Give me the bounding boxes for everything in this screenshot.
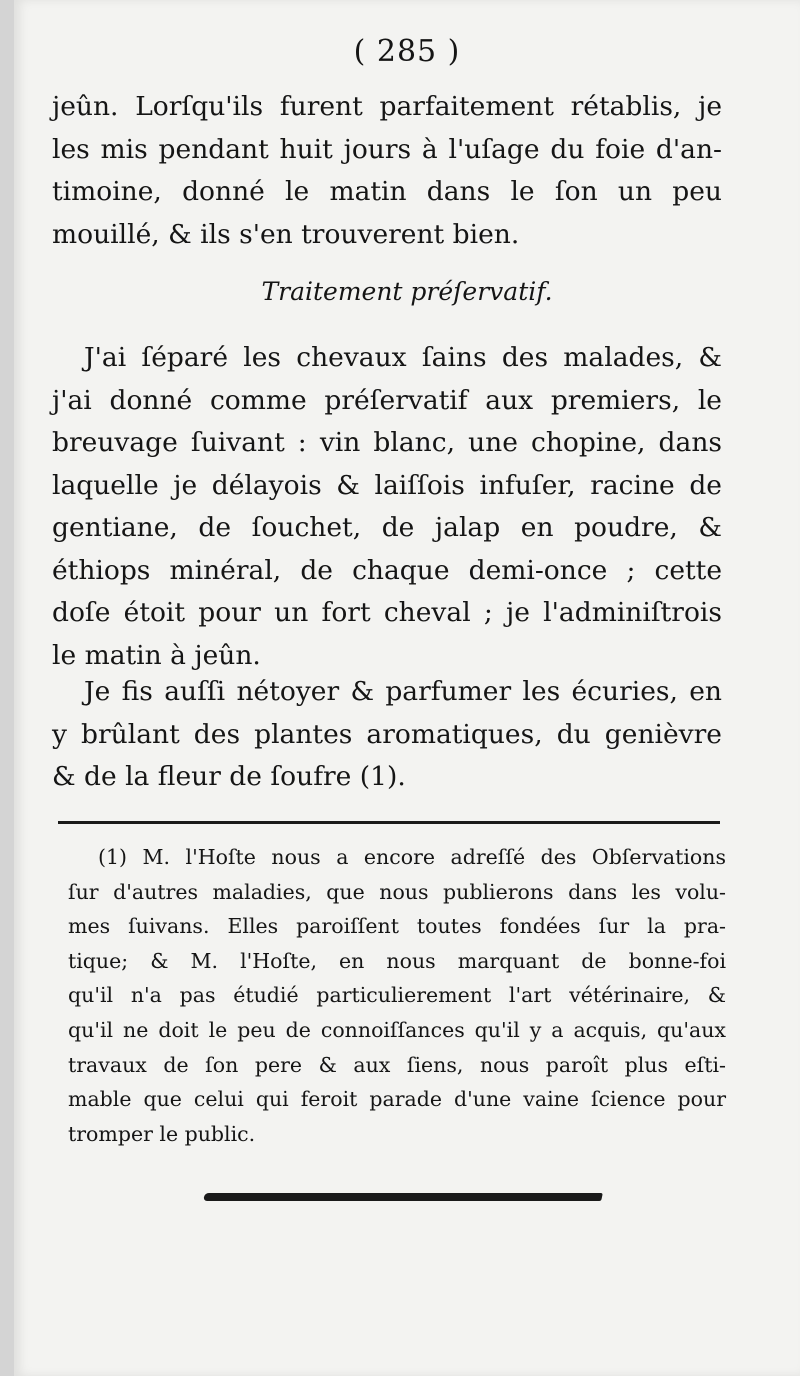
text-line: y brûlant des plantes aromatiques, du genièvre xyxy=(52,718,722,750)
text-line: J'ai ſéparé les chevaux ſains des malades, & xyxy=(84,342,722,373)
text-line: & de la fleur de ſoufre (1). xyxy=(52,761,406,792)
text-line: doſe étoit pour un fort cheval ; je l'adminiſtrois xyxy=(52,597,722,628)
text-line: laquelle je délayois & laiſſois infuſer, racine de xyxy=(52,469,722,501)
text-line: jeûn. Lorſqu'ils furent parfaitement rétablis, je xyxy=(52,91,722,122)
text-line: j'ai donné comme préſervatif aux premiers, le xyxy=(52,384,722,416)
paragraph-preventive-treatment xyxy=(52,337,722,677)
footnote-line: ſur d'autres maladies, que nous publierons dans les volu- xyxy=(68,879,726,904)
page-number: ( 285 ) xyxy=(353,34,461,69)
footnote-line: tique; & M. l'Hoſte, en nous marquant de bonne-foi xyxy=(68,948,726,973)
text-line: breuvage ſuivant : vin blanc, une chopine, dans xyxy=(52,427,722,458)
footnote-divider xyxy=(58,821,720,824)
text-line: les mis pendant huit jours à l'uſage du foie d'an- xyxy=(52,133,722,165)
text-line: le matin à jeûn. xyxy=(52,639,261,671)
footnote xyxy=(68,840,726,1151)
footnote-line: travaux de ſon pere & aux ſiens, nous paroît plus eſti- xyxy=(68,1052,726,1077)
section-heading: Traitement préſervatif. xyxy=(261,277,553,306)
book-page xyxy=(14,0,800,1376)
paragraph-continuation xyxy=(52,86,722,256)
paragraph-stable-cleaning xyxy=(52,671,722,799)
footnote-line: (1) M. l'Hoſte nous a encore adreſſé des Obſervations xyxy=(98,845,726,869)
text-line: éthiops minéral, de chaque demi-once ; cette xyxy=(52,554,722,586)
end-ornament-rule xyxy=(203,1193,603,1201)
footnote-line: mable que celui qui feroit parade d'une vaine ſcience pour xyxy=(68,1087,726,1112)
text-line: mouillé, & ils s'en trouverent bien. xyxy=(52,218,520,250)
footnote-line: qu'il n'a pas étudié particulierement l'art vétérinaire, & xyxy=(68,983,726,1008)
text-line: gentiane, de ſouchet, de jalap en poudre, & xyxy=(52,512,722,543)
footnote-line: mes ſuivans. Elles paroiſſent toutes fondées ſur la pra- xyxy=(68,914,726,939)
footnote-line: tromper le public. xyxy=(68,1121,256,1146)
footnote-line: qu'il ne doit le peu de connoiſſances qu'il y a acquis, qu'aux xyxy=(68,1017,726,1042)
text-line: Je fis auſſi nétoyer & parfumer les écuries, en xyxy=(84,676,722,707)
text-line: timoine, donné le matin dans le ſon un peu xyxy=(52,176,722,207)
